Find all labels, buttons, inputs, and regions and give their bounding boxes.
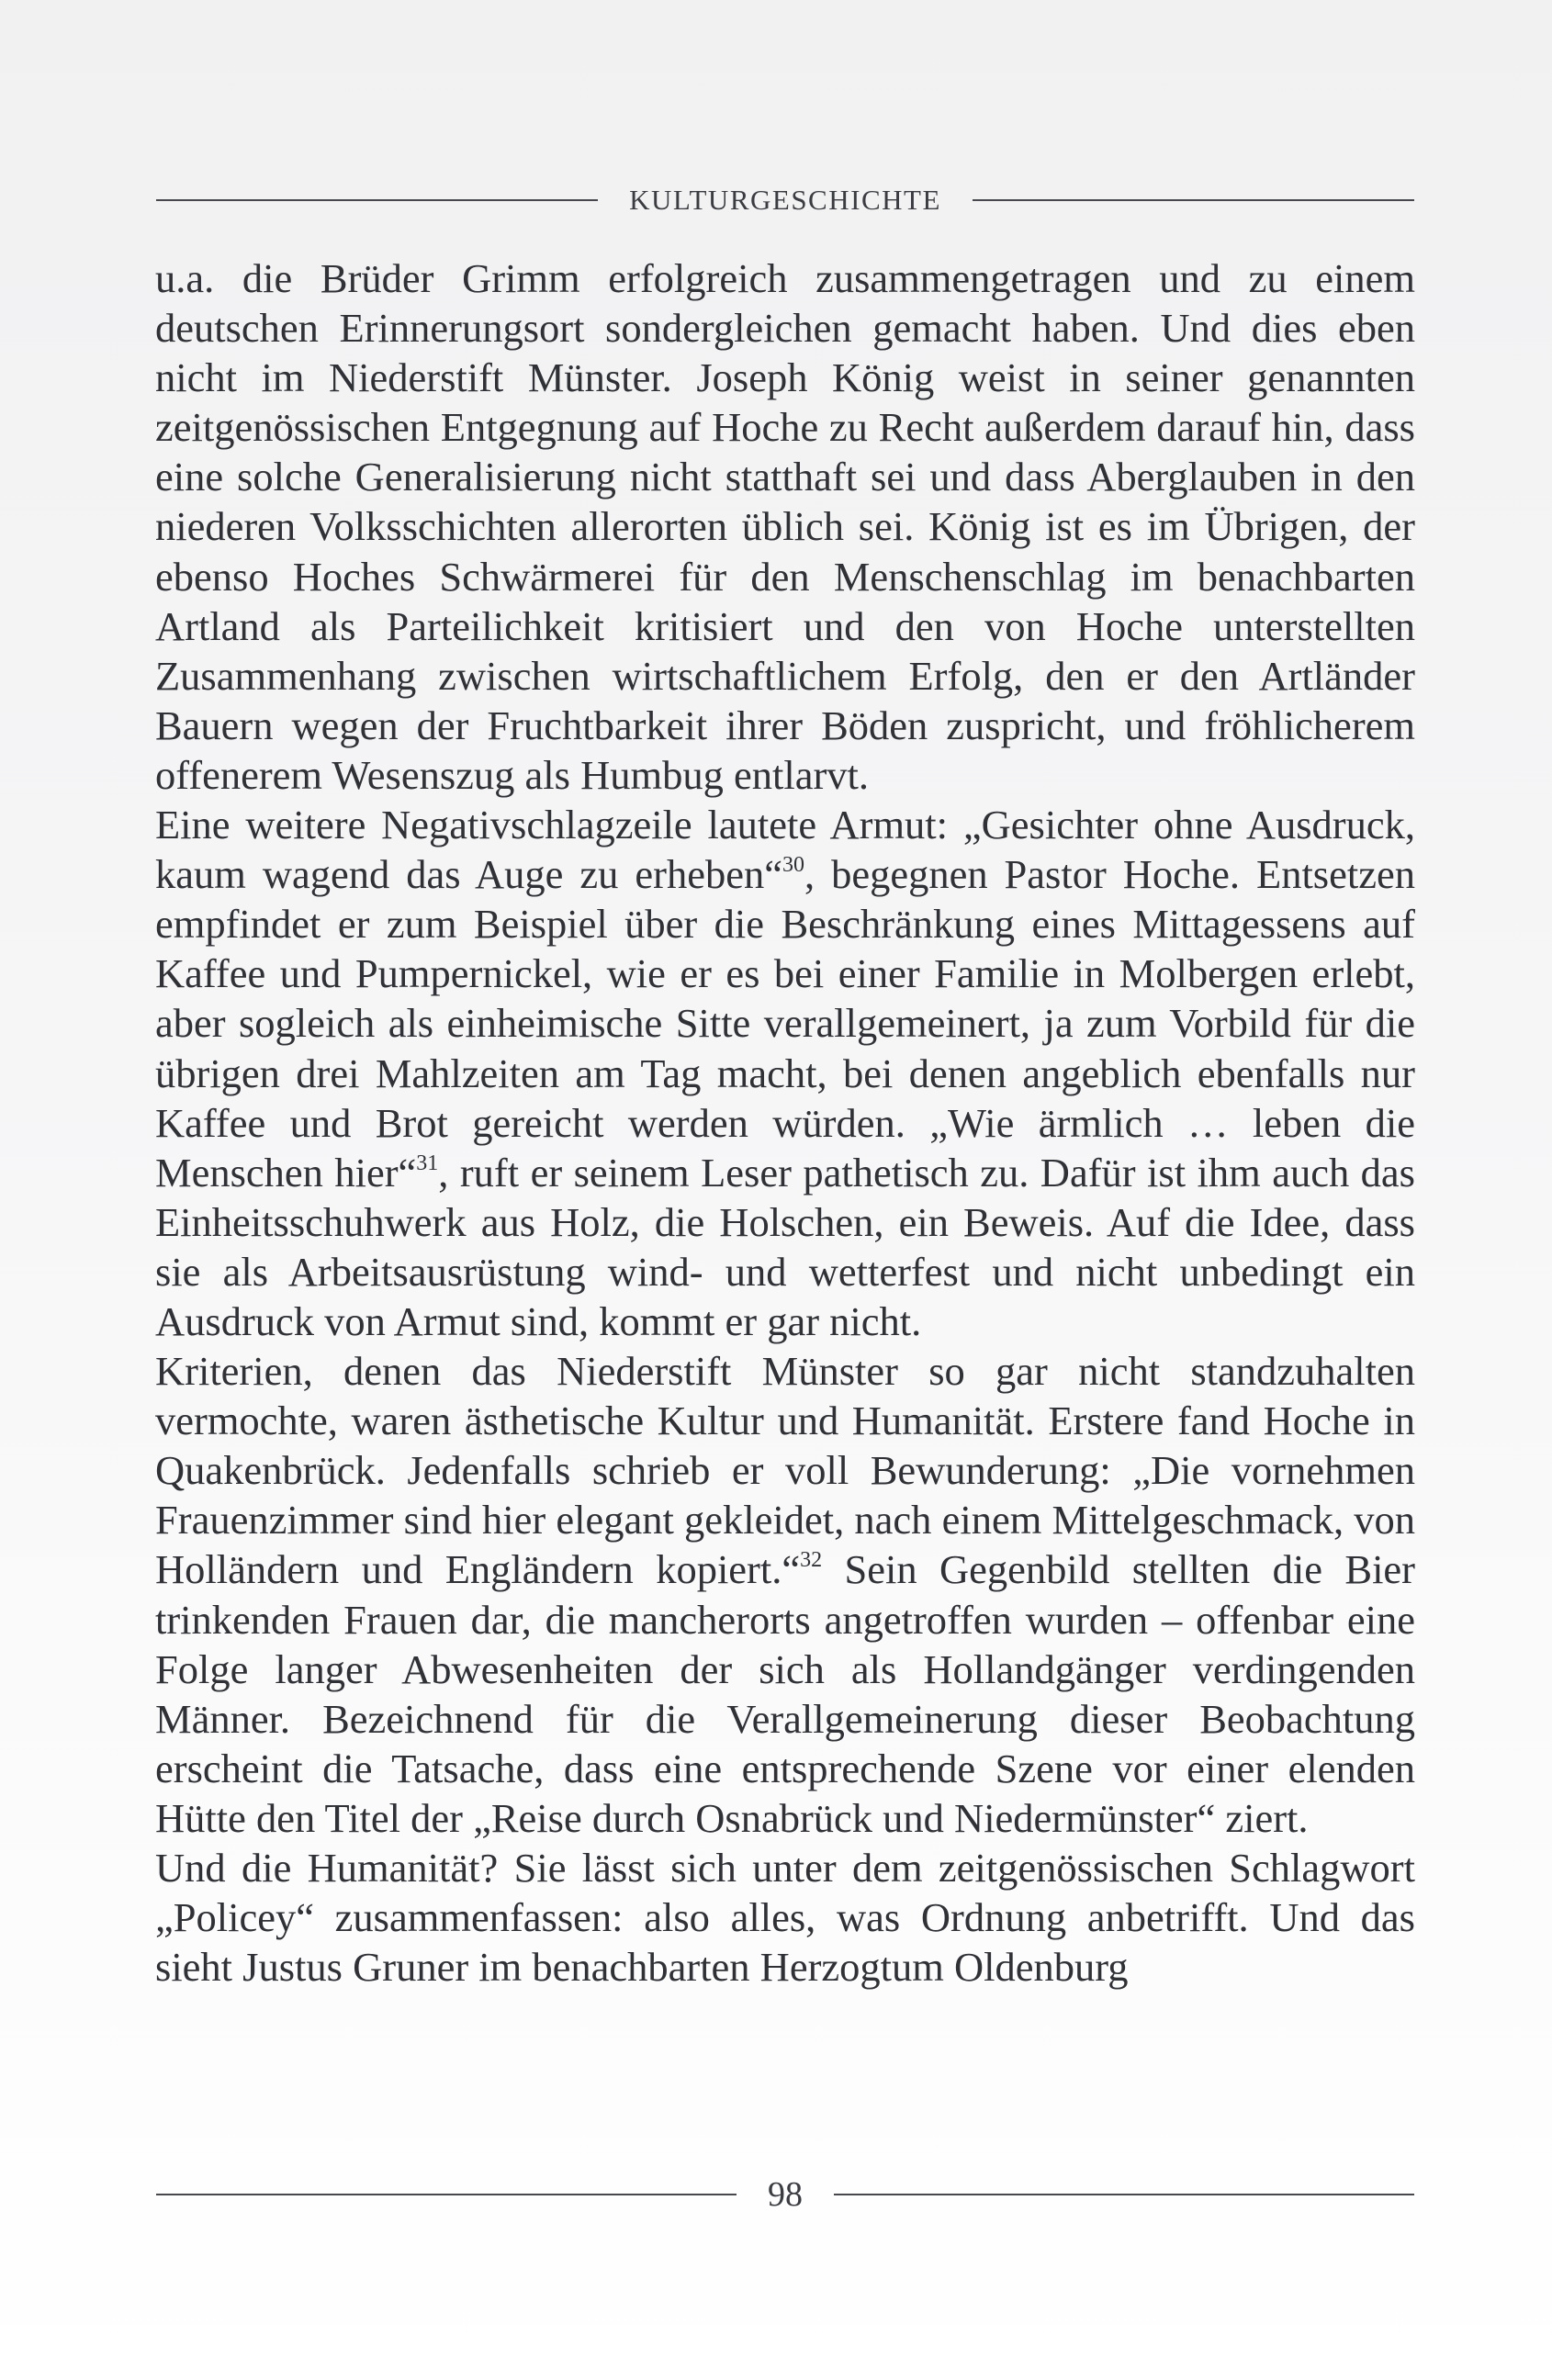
paragraph-text: Kriterien, denen das Niederstift Münster so gar nicht standzuhalten vermochte, waren ästhetische Kultur und Humanität. Erstere fand Hoche in Quakenbrück. Jedenfalls schrieb er voll Bewunderung: „Die vornehmen Frauenzimmer sind hier elegant gekleidet, nach einem Mittelgeschmack, von Holländern und Engländern kopiert.“ (155, 1348, 1415, 1593)
footnote-reference[interactable]: 30 (782, 853, 804, 878)
footer-rule-right (834, 2194, 1414, 2195)
paragraph-text: Eine weitere Negativschlagzeile lautete Armut: „Gesichter ohne Ausdruck, kaum wagend das Auge zu erheben“ (155, 802, 1415, 898)
paragraph (155, 800, 1415, 1346)
page-footer (156, 2167, 1414, 2222)
paragraph (155, 1843, 1415, 1992)
running-header-title: KULTURGESCHICHTE (629, 184, 941, 216)
footnote-reference[interactable]: 31 (416, 1151, 439, 1175)
header-rule-right (973, 199, 1414, 201)
paragraph-text: u.a. die Brüder Grimm erfolgreich zusammengetragen und zu einem deutschen Erinnerungsort sondergleichen gemacht haben. Und dies eben nicht im Niederstift Münster. Joseph König weist in seiner genannten zeitgenössischen Entgegnung auf Hoche zu Recht außerdem darauf hin, dass eine solche Generalisierung nicht statthaft sei und dass Aberglauben in den niederen Volksschichten allerorten üblich sei. König ist es im Übrigen, der ebenso Hoches Schwärmerei für den Menschenschlag im benachbarten Artland als Parteilichkeit kritisiert und den von Hoche unterstellten Zusammenhang zwischen wirtschaftlichem Erfolg, den er den Artländer Bauern wegen der Fruchtbarkeit ihrer Böden zuspricht, und fröhlicherem offenerem Wesenszug als Humbug entlarvt. (155, 255, 1415, 798)
paragraph (155, 253, 1415, 800)
paragraph-text: , ruft er seinem Leser pathetisch zu. Dafür ist ihm auch das Einheitsschuhwerk aus Holz, die Holschen, ein Beweis. Auf die Idee, dass sie als Arbeitsausrüstung wind- und wetterfest und nicht unbedingt ein Ausdruck von Armut sind, kommt er gar nicht. (155, 1149, 1415, 1344)
footer-rule-left (156, 2194, 737, 2195)
running-header (156, 178, 1414, 222)
paragraph-text: Und die Humanität? Sie lässt sich unter dem zeitgenössischen Schlagwort „Policey“ zusammenfassen: also alles, was Ordnung anbetrifft. Und das sieht Justus Gruner im benachbarten Herzogtum Oldenburg (155, 1845, 1415, 1991)
paragraph-text: Sein Gegenbild stellten die Bier trinkenden Frauen dar, die mancherorts angetroffen wurden – offenbar eine Folge langer Abwesenheiten der sich als Hollandgänger verdingenden Männer. Bezeichnend für die Verallgemeinerung dieser Beobachtung erscheint die Tatsache, dass eine entsprechende Szene vor einer elenden Hütte den Titel der „Reise durch Osnabrück und Niedermünster“ ziert. (155, 1546, 1416, 1841)
body-text (155, 253, 1415, 1992)
paragraph (155, 1346, 1415, 1843)
header-rule-left (156, 199, 598, 201)
page-number: 98 (768, 2175, 803, 2214)
footnote-reference[interactable]: 32 (800, 1548, 823, 1573)
paragraph-text: , begegnen Pastor Hoche. Entsetzen empfindet er zum Beispiel über die Beschränkung eines Mittagessens auf Kaffee und Pumpernickel, wie er es bei einer Familie in Molbergen erlebt, aber sogleich als einheimische Sitte verallgemeinert, ja zum Vorbild für die übrigen drei Mahlzeiten am Tag macht, bei denen angeblich ebenfalls nur Kaffee und Brot gereicht werden würden. „Wie ärmlich … leben die Menschen hier“ (155, 851, 1415, 1196)
